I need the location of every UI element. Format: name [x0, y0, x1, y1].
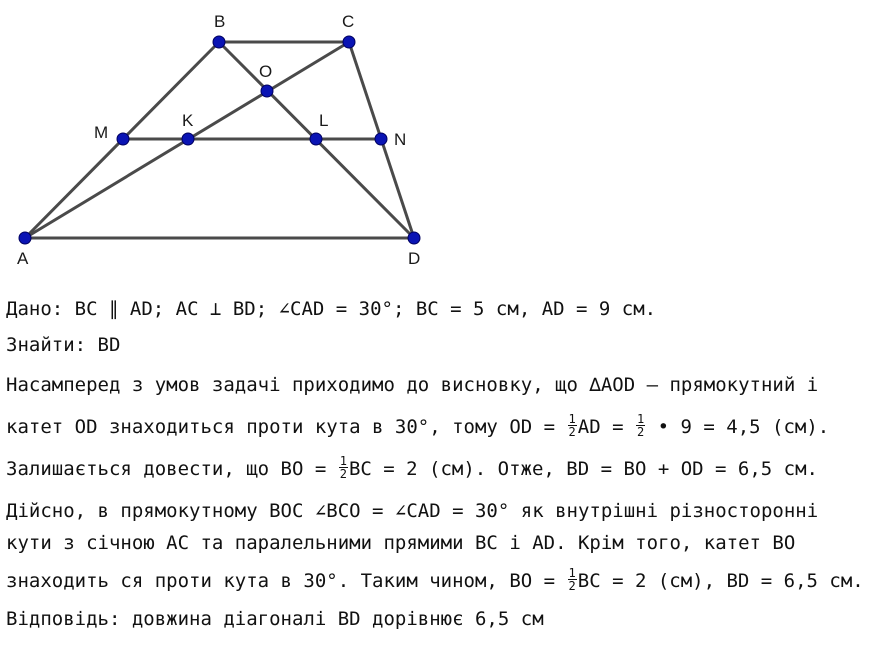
fraction-numerator: 1 [568, 566, 576, 580]
paragraph1-line2 [6, 414, 829, 440]
point-O [261, 85, 273, 97]
diagram-lines [25, 42, 414, 238]
point-K [182, 133, 194, 145]
paragraph1-line1: Насамперед з умов задачі приходимо до висновку, що ∆AOD – прямокутний і [6, 374, 819, 396]
fraction-denominator: 2 [636, 425, 645, 439]
trapezoid-diagram [0, 0, 896, 290]
p3-line3-part-b: BC = 2 (см), BD = 6,5 см. [577, 570, 864, 592]
paragraph3-line3 [6, 568, 864, 594]
label-L: L [319, 111, 329, 130]
given-line: Дано: BC ∥ AD; AC ⊥ BD; ∠CAD = 30°; BC = 5 см, AD = 9 см. [6, 298, 657, 320]
label-D: D [408, 249, 421, 268]
label-A: A [17, 249, 29, 268]
point-L [310, 133, 322, 145]
fraction-numerator: 1 [636, 412, 645, 426]
p2-part-a: Залишається довести, що BO = [6, 458, 338, 480]
paragraph3-line1: Дійсно, в прямокутному BOC ∠BCO = ∠CAD = 30° як внутрішні різносторонні [6, 500, 819, 522]
label-O: O [259, 62, 273, 81]
paragraph3-line2: кути з січною AC та паралельними прямими BC і AD. Крім того, катет BO [6, 532, 796, 554]
label-K: K [182, 111, 194, 130]
point-M [117, 133, 129, 145]
fraction-one-half [636, 413, 645, 438]
p1-line2-part-a: катет OD знаходиться проти кута в 30°, тому OD = [6, 416, 567, 438]
paragraph2-line [6, 456, 818, 482]
fraction-one-half [339, 455, 348, 480]
fraction-denominator: 2 [339, 467, 347, 481]
fraction-denominator: 2 [568, 579, 576, 593]
fraction-numerator: 1 [339, 454, 347, 468]
p3-line3-part-a: знаходить ся проти кута в 30°. Таким чином, BO = [6, 570, 567, 592]
label-C: C [342, 12, 355, 31]
label-B: B [214, 12, 226, 31]
label-M: M [94, 123, 109, 142]
answer-line: Відповідь: довжина діагоналі BD дорівнює 6,5 см [6, 608, 544, 630]
fraction-denominator: 2 [568, 425, 576, 439]
point-N [375, 133, 387, 145]
point-D [408, 232, 420, 244]
find-line: Знайти: BD [6, 334, 121, 356]
label-N: N [394, 130, 407, 149]
point-A [19, 232, 31, 244]
p1-line2-part-b: AD = [577, 416, 635, 438]
point-C [343, 36, 355, 48]
point-B [213, 36, 225, 48]
fraction-numerator: 1 [568, 412, 576, 426]
p1-line2-part-c: • 9 = 4,5 (см). [646, 416, 830, 438]
fraction-one-half [568, 567, 577, 592]
p2-part-b: BC = 2 (см). Отже, BD = BO + OD = 6,5 см. [348, 458, 818, 480]
fraction-one-half [568, 413, 577, 438]
